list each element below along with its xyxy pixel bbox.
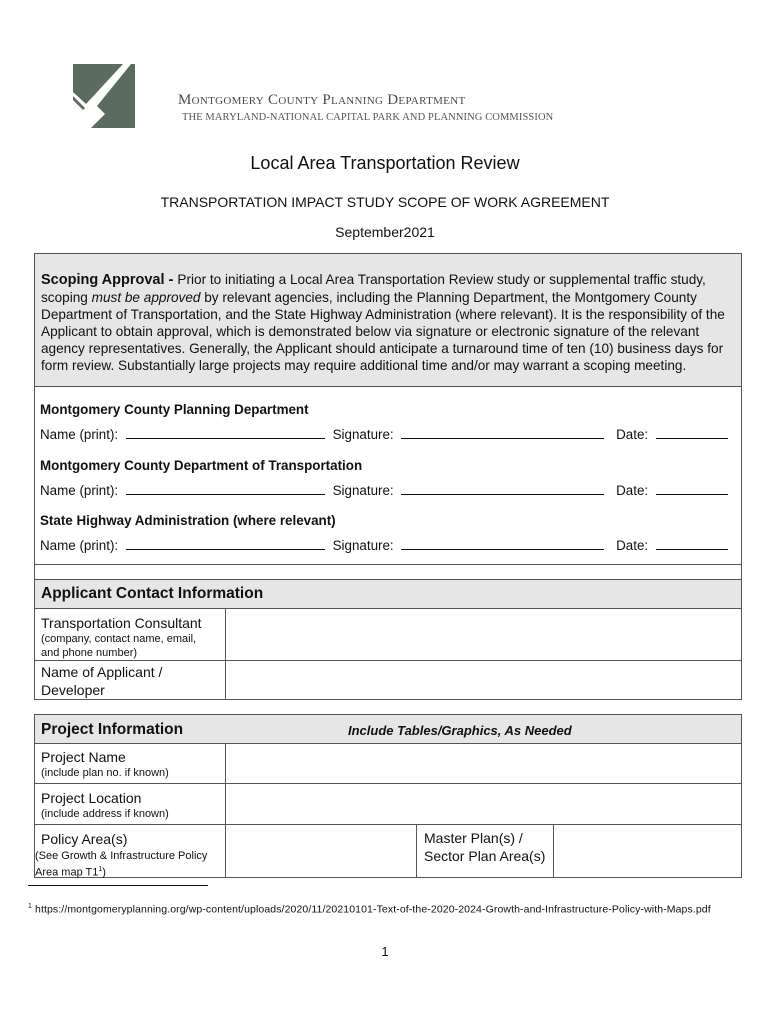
project-name-input[interactable]: [227, 745, 740, 782]
department-logo: [73, 64, 135, 128]
scoping-approval-text: [41, 271, 746, 374]
project-name-note: (include plan no. if known): [41, 767, 169, 779]
name-print-label: Name (print):: [40, 427, 119, 442]
master-plan-input[interactable]: [555, 826, 740, 877]
document-subtitle: TRANSPORTATION IMPACT STUDY SCOPE OF WORK AGREEMENT: [160, 194, 610, 210]
name-print-label: Name (print):: [40, 483, 119, 498]
org-subtitle: THE MARYLAND-NATIONAL CAPITAL PARK AND PLANNING COMMISSION: [182, 112, 554, 123]
date-field[interactable]: [656, 425, 728, 439]
signature-field[interactable]: [401, 536, 604, 550]
policy-area-input[interactable]: [227, 826, 415, 877]
project-location-input[interactable]: [227, 785, 740, 823]
agency-dot-title: Montgomery County Department of Transportation: [40, 458, 363, 473]
date-field[interactable]: [656, 481, 728, 495]
name-print-field[interactable]: [126, 425, 325, 439]
agency-dot-signature-row: [40, 481, 728, 498]
scoping-heading: Scoping Approval -: [41, 272, 178, 288]
scoping-emphasis: must be approved: [91, 290, 201, 305]
project-table-column-divider: [225, 743, 226, 878]
date-field[interactable]: [656, 536, 728, 550]
document-date: September2021: [335, 224, 435, 240]
developer-label: Name of Applicant / Developer: [41, 664, 163, 698]
footnote-ref: 1: [98, 866, 103, 873]
agency-sha-signature-row: [40, 536, 728, 553]
project-location-label: Project Location: [41, 790, 142, 806]
policy-note-close: ): [102, 866, 106, 879]
project-section-note: Include Tables/Graphics, As Needed: [348, 723, 572, 738]
project-section-title: Project Information: [41, 721, 184, 738]
name-print-label: Name (print):: [40, 538, 119, 553]
project-table-row-divider: [34, 783, 742, 784]
divider: [34, 564, 742, 565]
date-label: Date:: [616, 483, 649, 498]
policy-area-label: Policy Area(s): [41, 831, 128, 847]
signature-label: Signature:: [332, 427, 394, 442]
date-label: Date:: [616, 538, 649, 553]
signature-field[interactable]: [401, 425, 604, 439]
project-table-column-divider: [416, 824, 417, 878]
developer-input[interactable]: [227, 662, 740, 699]
scoping-text-1: Prior to initiating a Local Area Transportation Review study or supplemental traffic study, scoping: [41, 272, 706, 305]
signature-label: Signature:: [332, 538, 394, 553]
document-title: Local Area Transportation Review: [250, 153, 520, 173]
policy-area-note: [35, 849, 207, 880]
name-print-field[interactable]: [126, 536, 325, 550]
consultant-input[interactable]: [227, 610, 740, 659]
applicant-section-title: Applicant Contact Information: [41, 585, 264, 602]
policy-note-line-2: Area map T1: [35, 866, 99, 879]
agency-planning-title: Montgomery County Planning Department: [40, 402, 309, 417]
signature-label: Signature:: [332, 483, 394, 498]
project-table-column-divider: [553, 824, 554, 878]
page-number: 1: [381, 944, 389, 959]
footnote-rule: [28, 885, 208, 886]
agency-sha-title: State Highway Administration (where relevant): [40, 513, 336, 528]
agency-planning-signature-row: [40, 425, 728, 442]
scoping-text-2: by relevant agencies, including the Planning Department, the Montgomery County Department of Transportation, and the State Highway Administration (where relevant). It is the responsibility of the Applicant to obtain approval, which is demonstrated below via signature or electronic signature of the relevant agency representatives. Generally, the Applicant should anticipate a turnaround time of ten (10) business days for form review. Substantially large projects may require additional time and/or may warrant a scoping meeting.: [41, 290, 725, 373]
footnote-marker: 1: [28, 903, 32, 910]
project-name-label: Project Name: [41, 749, 126, 765]
project-location-note: (include address if known): [41, 808, 169, 820]
master-plan-label: Master Plan(s) / Sector Plan Area(s): [424, 830, 546, 864]
signature-field[interactable]: [401, 481, 604, 495]
applicant-table-row-divider: [34, 660, 742, 661]
name-print-field[interactable]: [126, 481, 325, 495]
consultant-label: Transportation Consultant: [41, 615, 202, 631]
footnote-url[interactable]: https://montgomeryplanning.org/wp-content/uploads/2020/11/20210101-Text-of-the-2020-2024-Growth-and-Infrastructure-Policy-with-Maps.pdf: [32, 903, 711, 916]
footnote: [28, 898, 748, 919]
org-name: Montgomery County Planning Department: [178, 92, 466, 108]
date-label: Date:: [616, 427, 649, 442]
applicant-table-column-divider: [225, 608, 226, 700]
project-table-row-divider: [34, 824, 742, 825]
consultant-note: (company, contact name, email, and phone number): [41, 633, 197, 659]
policy-note-line-1: (See Growth & Infrastructure Policy: [35, 850, 208, 862]
